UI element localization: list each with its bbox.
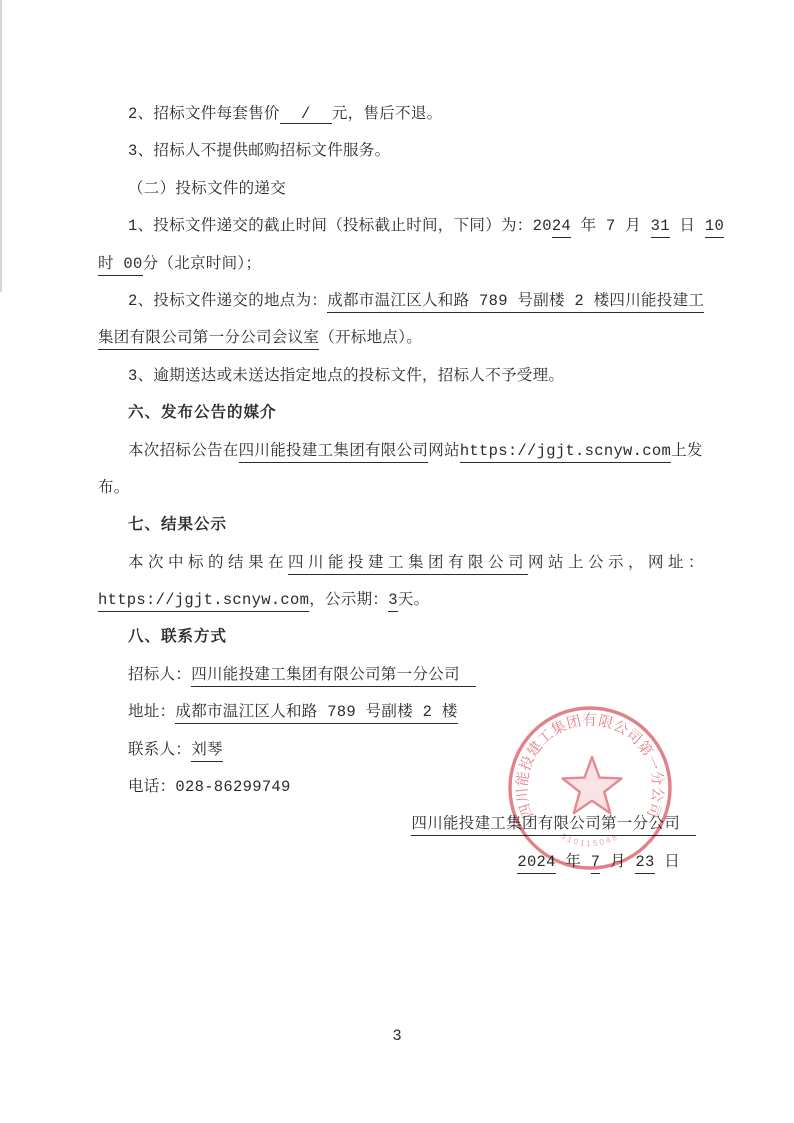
seal-serial-number: 510115048 bbox=[559, 831, 621, 848]
doc-line-announce-a bbox=[98, 433, 703, 470]
text-segment: 分（北京时间）； bbox=[142, 254, 262, 273]
doc-line-deadline-a bbox=[98, 208, 725, 245]
text-segment: 网站上公示，网址： bbox=[528, 553, 709, 572]
text-segment: 年 bbox=[555, 852, 591, 871]
text-segment: 2、招标文件每套售价 bbox=[128, 105, 280, 123]
doc-line-contact-phone bbox=[98, 769, 698, 806]
text-segment: 3、逾期送达或未送达指定地点的投标文件，招标人不予受理。 bbox=[128, 366, 565, 385]
doc-line-price bbox=[98, 96, 698, 133]
page-number: 3 bbox=[392, 1027, 402, 1045]
doc-line-sec2-heading bbox=[98, 171, 698, 208]
text-segment: 网站 bbox=[428, 441, 460, 460]
text-segment: 月 bbox=[600, 852, 636, 871]
text-segment: 1、投标文件递交的截止时间（投标截止时间，下同）为：20 bbox=[128, 217, 552, 236]
text-segment: 24 bbox=[552, 217, 571, 238]
text-segment: 刘琴 bbox=[191, 741, 223, 762]
doc-line-venue-b bbox=[98, 320, 698, 357]
text-segment: 上发 bbox=[671, 441, 703, 460]
text-segment: 布。 bbox=[98, 478, 130, 497]
text-segment: 四川能投建工集团有限公司 bbox=[288, 554, 528, 575]
text-segment: 10 bbox=[705, 217, 724, 238]
text-segment: 八、联系方式 bbox=[128, 628, 228, 647]
text-segment: 年 7 月 bbox=[571, 217, 651, 236]
text-segment: 日 bbox=[654, 852, 680, 871]
doc-line-contact-address bbox=[98, 694, 698, 731]
text-segment: 日 bbox=[669, 217, 705, 236]
scan-edge-artifact bbox=[0, 0, 2, 292]
doc-line-announce-b bbox=[98, 470, 698, 507]
text-segment: 地址： bbox=[128, 703, 176, 722]
doc-line-venue-a bbox=[98, 283, 705, 320]
text-segment: 成都市温江区人和路 789 号副楼 2 楼 bbox=[175, 703, 457, 724]
text-segment: 四川能投建工集团有限公司第一分公司 bbox=[191, 666, 475, 687]
text-segment: 四川能投建工集团有限公司 bbox=[239, 442, 429, 463]
doc-line-sec7-heading bbox=[98, 507, 698, 544]
text-segment: 四川能投建工集团有限公司第一分公司 bbox=[411, 815, 695, 836]
text-segment: 招标人： bbox=[128, 665, 192, 684]
text-segment: 7 bbox=[591, 853, 601, 874]
text-segment: 本次中标的结果在 bbox=[128, 553, 289, 572]
text-segment: 3 bbox=[388, 591, 398, 612]
text-segment: ，公示期： bbox=[309, 591, 389, 610]
text-segment: https://jgjt.scnyw.com bbox=[460, 442, 671, 463]
text-segment: 31 bbox=[651, 217, 670, 238]
text-segment: 联系人： bbox=[128, 740, 192, 759]
text-segment: 电话：028-86299749 bbox=[128, 778, 291, 797]
doc-line-deadline-b bbox=[98, 246, 698, 283]
text-segment: 时 00 bbox=[98, 255, 143, 276]
doc-line-result-b bbox=[98, 582, 698, 619]
doc-line-sec8-heading bbox=[98, 619, 698, 656]
text-segment: 天。 bbox=[397, 591, 430, 610]
text-segment: 七、结果公示 bbox=[128, 516, 228, 535]
text-segment: 3、招标人不提供邮购招标文件服务。 bbox=[128, 142, 391, 161]
text-segment: 2024 bbox=[517, 853, 555, 874]
doc-line-result-a bbox=[98, 545, 709, 582]
text-segment: / bbox=[280, 106, 332, 124]
text-segment: 2、投标文件递交的地点为： bbox=[128, 291, 328, 310]
seal-company-text: 四川能投建工集团有限公司第一分公司 bbox=[514, 712, 666, 821]
text-segment: 六、发布公告的媒介 bbox=[128, 404, 277, 423]
doc-line-contact-tenderer bbox=[98, 657, 698, 694]
doc-line-date bbox=[98, 844, 698, 881]
doc-line-no-mail bbox=[98, 133, 698, 170]
text-segment: 23 bbox=[635, 853, 654, 874]
text-segment: （二）投标文件的递交 bbox=[128, 179, 287, 198]
text-segment: 元，售后不退。 bbox=[331, 105, 443, 123]
text-segment: 成都市温江区人和路 789 号副楼 2 楼四川能投建工 bbox=[327, 292, 704, 313]
doc-line-contact-person bbox=[98, 732, 698, 769]
text-segment: （开标地点）。 bbox=[319, 329, 423, 348]
doc-line-signature bbox=[98, 806, 698, 843]
doc-line-late-delivery bbox=[98, 358, 698, 395]
text-segment: https://jgjt.scnyw.com bbox=[98, 591, 309, 612]
text-segment: 集团有限公司第一分公司会议室 bbox=[98, 329, 319, 350]
doc-line-sec6-heading bbox=[98, 395, 698, 432]
document-body bbox=[98, 96, 725, 881]
text-segment: 本次招标公告在 bbox=[128, 441, 239, 460]
